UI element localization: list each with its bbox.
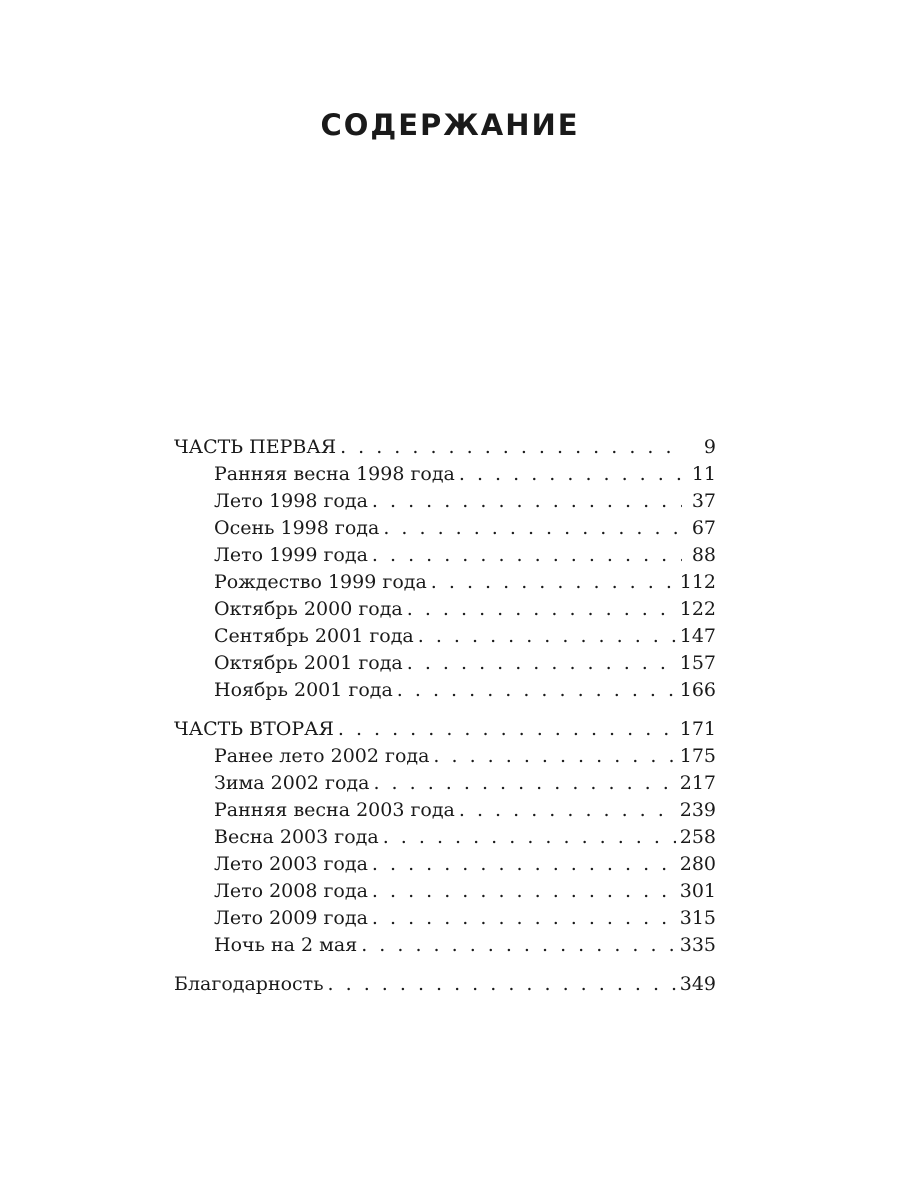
toc-entry[interactable] <box>174 797 716 824</box>
dot-leader <box>383 515 682 542</box>
toc-entry-label: Октябрь 2001 года <box>214 652 403 674</box>
toc-entry[interactable] <box>174 932 716 959</box>
toc-entry-page: 67 <box>691 517 716 539</box>
toc-entry[interactable] <box>174 878 716 905</box>
toc-entry-label: Лето 1998 года <box>214 490 368 512</box>
toc-entry-page: 280 <box>679 853 716 875</box>
toc-entry-label: Благодарность <box>174 973 324 995</box>
toc-entry-page: 171 <box>679 718 716 740</box>
toc-entry-label: ЧАСТЬ ПЕРВАЯ <box>174 436 337 458</box>
toc-entry-page: 112 <box>679 571 716 593</box>
dot-leader <box>328 971 676 998</box>
dot-leader <box>407 650 676 677</box>
dot-leader <box>431 569 676 596</box>
dot-leader <box>459 461 682 488</box>
dot-leader <box>397 677 676 704</box>
toc-entry[interactable] <box>174 971 716 998</box>
toc-entry-page: 349 <box>679 973 716 995</box>
toc-entry-page: 157 <box>679 652 716 674</box>
toc-entry-label: Лето 2008 года <box>214 880 368 902</box>
toc-entry[interactable] <box>174 677 716 704</box>
toc-entry-page: 166 <box>679 679 716 701</box>
dot-leader <box>383 824 676 851</box>
toc-entry-label: Лето 2003 года <box>214 853 368 875</box>
toc-entry[interactable] <box>174 515 716 542</box>
toc-entry-label: Ночь на 2 мая <box>214 934 358 956</box>
toc-entry-page: 11 <box>691 463 716 485</box>
toc-entry[interactable] <box>174 650 716 677</box>
toc-entry-label: Ноябрь 2001 года <box>214 679 393 701</box>
dot-leader <box>372 905 676 932</box>
toc-entry-page: 301 <box>679 880 716 902</box>
toc-entry[interactable] <box>174 851 716 878</box>
toc-entry[interactable] <box>174 596 716 623</box>
dot-leader <box>373 770 675 797</box>
toc-entry-label: Октябрь 2000 года <box>214 598 403 620</box>
page-title: СОДЕРЖАНИЕ <box>320 108 580 142</box>
toc-entry[interactable] <box>174 623 716 650</box>
toc-entry[interactable] <box>174 716 716 743</box>
toc-acknowledgements <box>174 971 716 998</box>
dot-leader <box>407 596 676 623</box>
toc-part-one <box>174 434 716 704</box>
toc-entry-page: 9 <box>703 436 716 458</box>
toc-entry[interactable] <box>174 461 716 488</box>
toc-entry[interactable] <box>174 434 716 461</box>
toc-entry-label: Зима 2002 года <box>214 772 370 794</box>
toc-entry-label: Ранняя весна 2003 года <box>214 799 455 821</box>
dot-leader <box>340 434 682 461</box>
dot-leader <box>361 932 676 959</box>
toc-entry-page: 122 <box>679 598 716 620</box>
toc-entry-page: 37 <box>691 490 716 512</box>
dot-leader <box>372 851 676 878</box>
toc-entry[interactable] <box>174 488 716 515</box>
toc-entry-label: Рождество 1999 года <box>214 571 427 593</box>
toc-entry[interactable] <box>174 770 716 797</box>
toc-entry[interactable] <box>174 905 716 932</box>
dot-leader <box>459 797 676 824</box>
dot-leader <box>372 488 682 515</box>
toc-entry-label: Осень 1998 года <box>214 517 380 539</box>
table-of-contents <box>174 434 716 1010</box>
toc-entry-label: Ранее лето 2002 года <box>214 745 430 767</box>
dot-leader <box>338 716 676 743</box>
toc-entry-page: 335 <box>679 934 716 956</box>
dot-leader <box>418 623 676 650</box>
toc-entry-page: 315 <box>679 907 716 929</box>
toc-entry[interactable] <box>174 542 716 569</box>
toc-entry-label: Ранняя весна 1998 года <box>214 463 455 485</box>
toc-entry[interactable] <box>174 569 716 596</box>
toc-entry-page: 239 <box>679 799 716 821</box>
toc-entry-page: 88 <box>691 544 716 566</box>
toc-entry-label: ЧАСТЬ ВТОРАЯ <box>174 718 334 740</box>
toc-entry-label: Лето 1999 года <box>214 544 368 566</box>
dot-leader <box>372 878 676 905</box>
toc-entry[interactable] <box>174 743 716 770</box>
toc-entry-label: Лето 2009 года <box>214 907 368 929</box>
toc-entry-page: 258 <box>679 826 716 848</box>
toc-entry-page: 147 <box>679 625 716 647</box>
toc-part-two <box>174 716 716 959</box>
dot-leader <box>372 542 682 569</box>
toc-entry-page: 217 <box>679 772 716 794</box>
toc-entry[interactable] <box>174 824 716 851</box>
dot-leader <box>433 743 675 770</box>
toc-entry-label: Сентябрь 2001 года <box>214 625 414 647</box>
toc-entry-page: 175 <box>679 745 716 767</box>
toc-entry-label: Весна 2003 года <box>214 826 379 848</box>
